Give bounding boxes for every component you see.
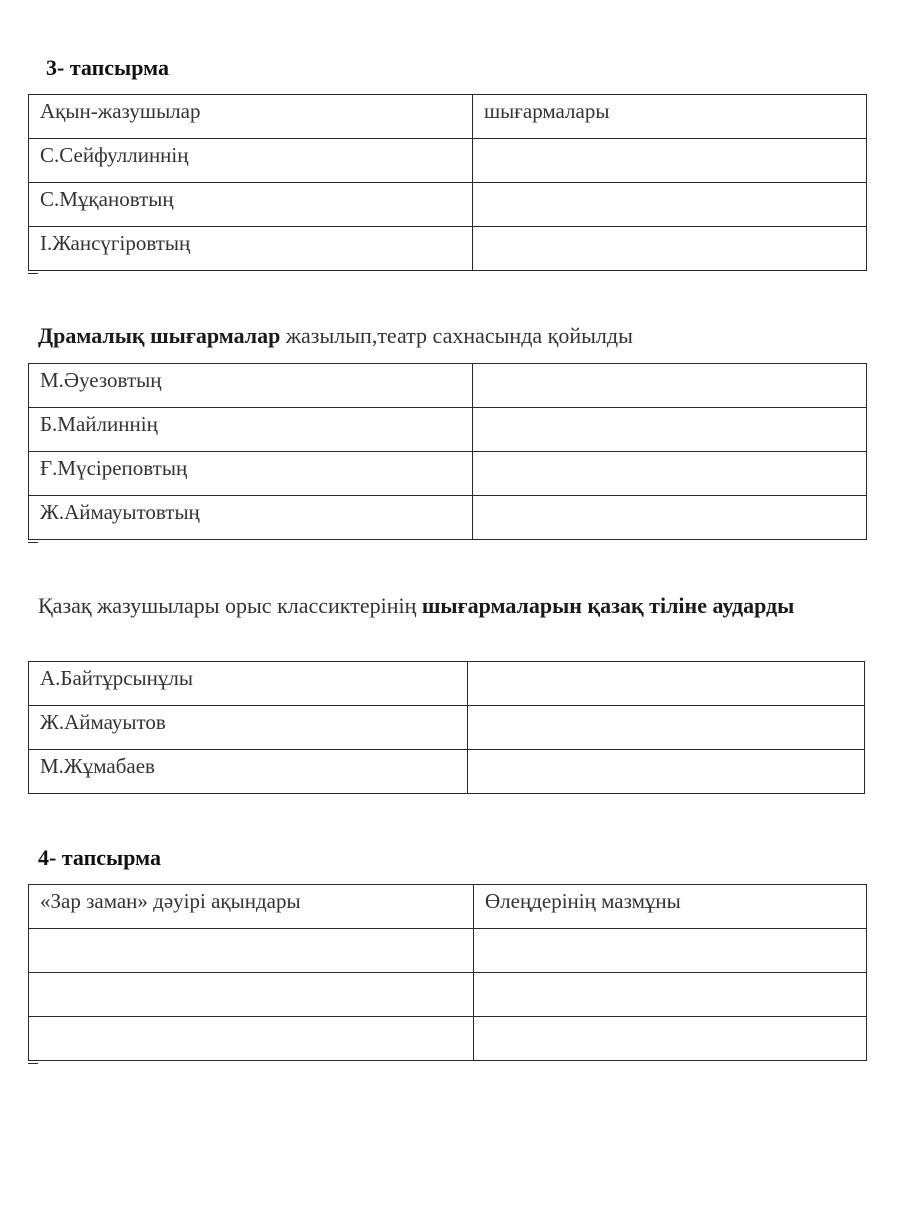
- answer-cell[interactable]: [473, 227, 867, 271]
- table-header-row: [29, 885, 867, 929]
- answer-cell[interactable]: [29, 1017, 474, 1061]
- translations-bold: шығармаларын қазақ тіліне аударды: [421, 593, 795, 618]
- table-row: [29, 973, 867, 1017]
- table-row: [29, 452, 867, 496]
- answer-cell[interactable]: [473, 139, 867, 183]
- table-row: [29, 662, 865, 706]
- writer-cell: Ғ.Мүсіреповтың: [29, 452, 473, 496]
- table-row: [29, 1017, 867, 1061]
- answer-cell[interactable]: [468, 662, 865, 706]
- answer-cell[interactable]: [468, 706, 865, 750]
- table-corner-mark: [28, 542, 38, 543]
- task3-heading: 3- тапсырма: [46, 55, 169, 80]
- answer-cell[interactable]: [468, 750, 865, 794]
- writer-cell: Ж.Аймауытов: [29, 706, 468, 750]
- table-row: [29, 227, 867, 271]
- writer-cell: М.Әуезовтың: [29, 364, 473, 408]
- answer-cell[interactable]: [473, 183, 867, 227]
- answer-cell[interactable]: [29, 929, 474, 973]
- table-row: [29, 750, 865, 794]
- drama-works-bold: Драмалық шығармалар: [38, 323, 281, 348]
- drama-works-rest: жазылып,театр сахнасында қойылды: [280, 323, 633, 348]
- table-row: [29, 364, 867, 408]
- answer-cell[interactable]: [474, 973, 867, 1017]
- answer-cell[interactable]: [29, 973, 474, 1017]
- writer-cell: А.Байтұрсынұлы: [29, 662, 468, 706]
- translators-table: [28, 661, 865, 794]
- header-content: Өлеңдерінің мазмұны: [474, 885, 867, 929]
- table-corner-mark: [28, 1063, 38, 1064]
- writer-cell: Ж.Аймауытовтың: [29, 496, 473, 540]
- table-row: [29, 496, 867, 540]
- drama-writers-table: [28, 363, 867, 540]
- answer-cell[interactable]: [474, 1017, 867, 1061]
- answer-cell[interactable]: [473, 496, 867, 540]
- answer-cell[interactable]: [473, 452, 867, 496]
- table-row: [29, 929, 867, 973]
- writer-cell: С.Мұқановтың: [29, 183, 473, 227]
- zar-zaman-table: [28, 884, 867, 1061]
- writer-cell: М.Жұмабаев: [29, 750, 468, 794]
- header-writers: Ақын-жазушылар: [29, 95, 473, 139]
- writer-cell: С.Сейфуллиннің: [29, 139, 473, 183]
- writer-cell: І.Жансүгіровтың: [29, 227, 473, 271]
- writer-cell: Б.Майлиннің: [29, 408, 473, 452]
- answer-cell[interactable]: [473, 364, 867, 408]
- table-row: [29, 139, 867, 183]
- translations-plain: Қазақ жазушылары орыс классиктерінің: [38, 593, 422, 618]
- drama-works-caption: [38, 322, 633, 349]
- task4-heading: 4- тапсырма: [38, 845, 161, 870]
- header-poets: «Зар заман» дәуірі ақындары: [29, 885, 474, 929]
- table-corner-mark: [28, 273, 38, 274]
- writers-works-table: [28, 94, 867, 271]
- answer-cell[interactable]: [474, 929, 867, 973]
- table-row: [29, 706, 865, 750]
- table-header-row: [29, 95, 867, 139]
- table-row: [29, 183, 867, 227]
- table-row: [29, 408, 867, 452]
- answer-cell[interactable]: [473, 408, 867, 452]
- header-works: шығармалары: [473, 95, 867, 139]
- translations-caption: [38, 592, 838, 619]
